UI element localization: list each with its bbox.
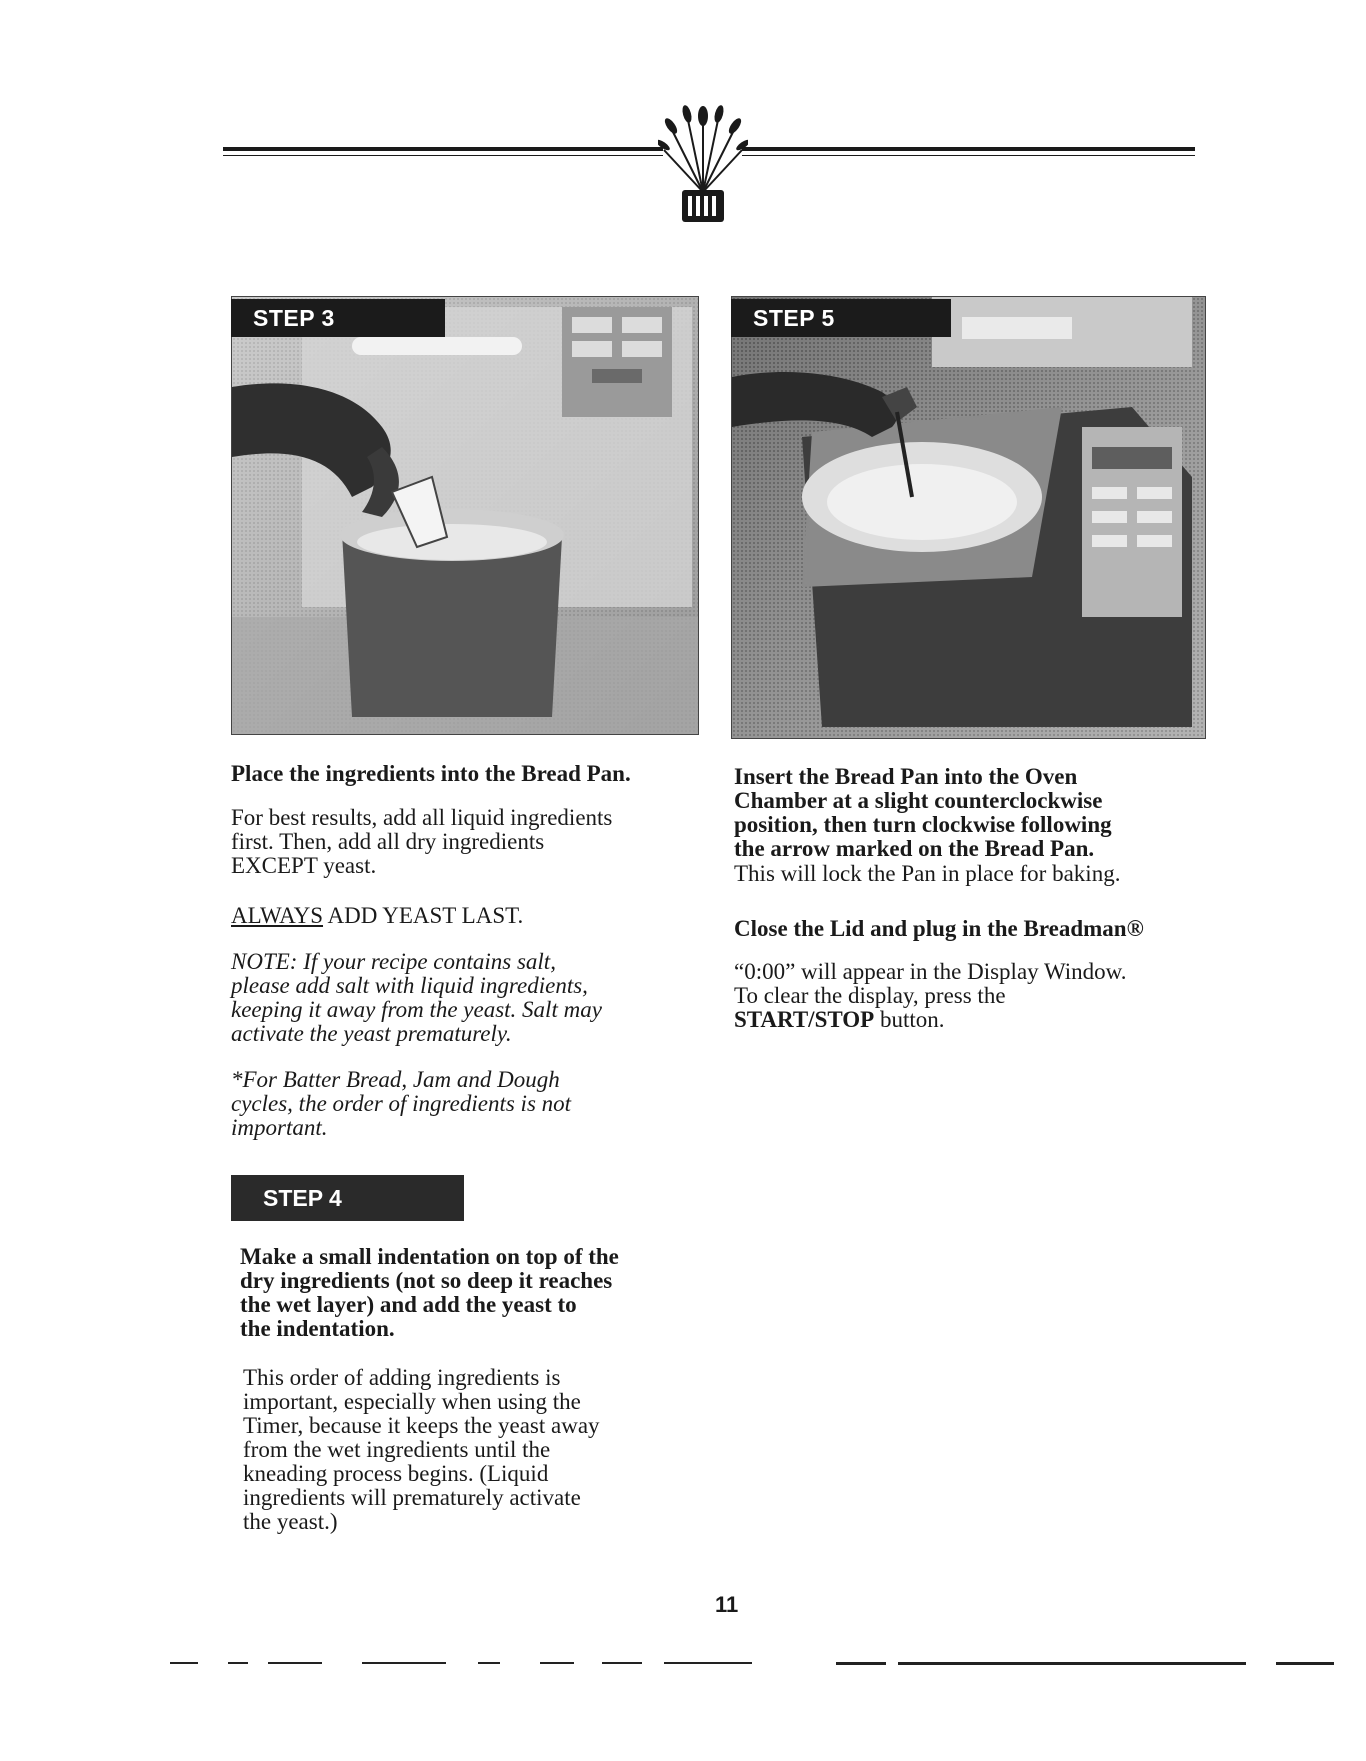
step5-display-line: “0:00” will appear in the Display Window. [734, 959, 1127, 984]
note-line: NOTE: If your recipe contains salt, [231, 949, 556, 974]
button-suffix: button. [874, 1007, 945, 1032]
step4-body-line: This order of adding ingredients is [243, 1365, 561, 1390]
step3-label: STEP 3 [231, 299, 445, 337]
step4-heading-line: dry ingredients (not so deep it reaches [240, 1268, 613, 1293]
header-rule-right-thin [742, 155, 1195, 156]
step5-photo [731, 296, 1206, 739]
wheat-sheaf-icon [658, 102, 748, 224]
step4-heading [240, 1245, 619, 1341]
step3-body-line: first. Then, add all dry ingredients [231, 829, 545, 854]
footer-dash [478, 1662, 500, 1664]
footer-dash [362, 1662, 446, 1664]
footer-dash [836, 1662, 886, 1665]
step5-display [734, 960, 1127, 1032]
step5-heading-line: Chamber at a slight counterclockwise [734, 788, 1103, 813]
step4-label: STEP 4 [231, 1175, 464, 1221]
step3-always [231, 904, 523, 928]
step5-heading-line: the arrow marked on the Bread Pan. [734, 836, 1095, 861]
note-line: activate the yeast prematurely. [231, 1021, 512, 1046]
batter-line: cycles, the order of ingredients is not [231, 1091, 572, 1116]
step3-note [231, 950, 602, 1046]
step5-heading-line: Insert the Bread Pan into the Oven [734, 764, 1078, 789]
step3-heading: Place the ingredients into the Bread Pan. [231, 761, 631, 786]
page-number: 11 [715, 1592, 739, 1617]
footer-dash [898, 1662, 1246, 1665]
note-line: keeping it away from the yeast. Salt may [231, 997, 602, 1022]
step4-body-line: ingredients will prematurely activate [243, 1485, 581, 1510]
step4-heading-line: Make a small indentation on top of the [240, 1244, 619, 1269]
footer-dash [170, 1662, 198, 1664]
step4-heading-line: the wet layer) and add the yeast to [240, 1292, 577, 1317]
step5-button-line [734, 1008, 1127, 1032]
step4-body-line: important, especially when using the [243, 1389, 581, 1414]
always-rest: ADD YEAST LAST. [323, 903, 524, 928]
step5-heading [734, 765, 1112, 861]
batter-line: important. [231, 1115, 328, 1140]
step3-body [231, 806, 612, 878]
step4-heading-line: the indentation. [240, 1316, 395, 1341]
header-rule-left [223, 147, 663, 151]
step5-label: STEP 5 [731, 299, 951, 337]
header-rule-right [742, 147, 1195, 151]
always-underlined: ALWAYS [231, 903, 324, 928]
footer-dash [1276, 1662, 1334, 1665]
note-line: please add salt with liquid ingredients, [231, 973, 588, 998]
step5-display-line: To clear the display, press the [734, 983, 1006, 1008]
footer-dash [228, 1662, 248, 1664]
step4-body-line: Timer, because it keeps the yeast away [243, 1413, 600, 1438]
step5-lock-line: This will lock the Pan in place for baking. [734, 861, 1121, 886]
step4-body-line: from the wet ingredients until the [243, 1437, 551, 1462]
step3-photo [231, 296, 699, 735]
footer-dash [602, 1662, 642, 1664]
step4-body-line: the yeast.) [243, 1509, 338, 1534]
footer-dash [664, 1662, 752, 1664]
start-stop-name: START/STOP [734, 1007, 875, 1032]
header-rule-left-thin [223, 155, 663, 156]
footer-dash [540, 1662, 574, 1664]
step4-body [243, 1366, 600, 1534]
footer-dash [268, 1662, 322, 1664]
step4-body-line: kneading process begins. (Liquid [243, 1461, 549, 1486]
step3-batter-note [231, 1068, 571, 1140]
batter-line: *For Batter Bread, Jam and Dough [231, 1067, 560, 1092]
step3-body-line: EXCEPT yeast. [231, 853, 377, 878]
step3-body-line: For best results, add all liquid ingredients [231, 805, 613, 830]
step5-close-line: Close the Lid and plug in the Breadman® [734, 916, 1144, 941]
step5-heading-line: position, then turn clockwise following [734, 812, 1112, 837]
